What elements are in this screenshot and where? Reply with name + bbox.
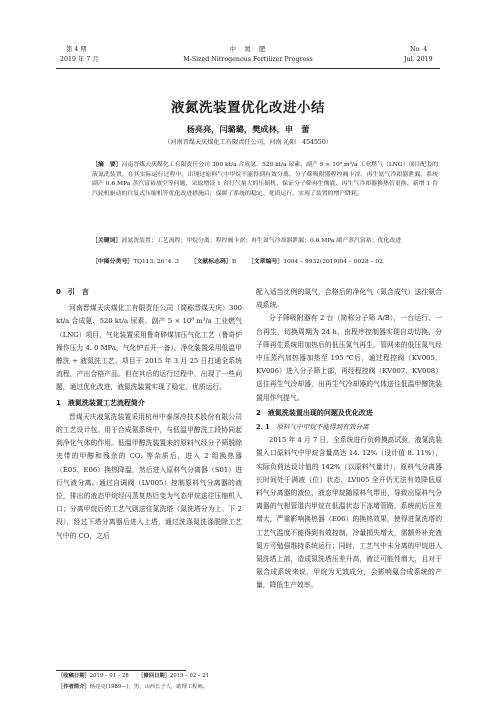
author-bio-label: ［作者简介］ (58, 684, 90, 690)
abstract (92, 160, 438, 200)
clc-value: TQ113. 26⁺4. 3 (133, 259, 179, 265)
article-id-label: ［文章编号］ (247, 258, 284, 265)
author-bio: 杨亮亮(1989—)，男，山西长子人，助理工程师。 (89, 684, 209, 690)
section-1-text: 晋煤天庆液氮洗装置采用杭州中泰深冷技术股份有限公司的工艺设计包。用于合成氨系统中，与低温甲醇洗工段协同起到净化气体的作用。低温甲醇洗装置来的原料气经分子筛脱除夹带的甲醇和残余的 CO₂ 等杂质后，进入 2 组换热器（E05、E06）换热降温，然后进入原料气分离器（S01）进行气液分离。通过自调阀（LV005）控制原料气分离器的液位，排出的液态甲烷经闪蒸复热后变为气态甲烷送往压缩机入口；分离甲烷后的工艺气则送往氮洗塔（氮洗塔分为上、下 2 段），经过下塔分离器后进入上塔，通过洗涤氮洗涤脱除工艺气中的 CO，之后 (56, 412, 242, 540)
left-column (56, 286, 242, 543)
keywords-label: ［关键词］ (92, 237, 122, 244)
abstract-text: 河南晋煤天庆煤化工有限责任公司 300 kt/a 合成氨、520 kt/a 尿素、副产 5 × 10⁸ m³/a 工业燃气（LNG）项目配套的液氮洗装置，在其实际运行过程中，出现过原料气中甲烷不能得到有效分离、分子筛吸附器程控阀卡涩、再生氮气冷却器泄漏、系统副产 0.6 MPa 蒸汽富裕放空等问题，采取增设 1 台打气量大的压缩机、保证分子筛再生彻底、再生气冷却器换热管更换、新增 1 台汽轮机驱动的往复式压缩机等优化改进措施后，保障了系统的稳定、优质运行，实现了装置的增产降耗。 (92, 162, 438, 198)
abstract-label: ［摘 要］ (92, 161, 122, 168)
revised-date: 2019 – 02 – 21 (169, 673, 209, 679)
article-id-value: 1004 – 9932(2019)04 – 0028 – 02 (283, 259, 383, 265)
header-rule (56, 68, 440, 69)
right-column (256, 286, 442, 593)
classification-line (92, 257, 438, 268)
section-0-heading: 0 引 言 (56, 288, 89, 296)
keywords-text: 液氮洗装置；工艺流程；甲烷分离；程控阀卡涩；再生氮气冷却器泄漏；0.6 MPa 副产蒸汽富裕；优化改进 (121, 238, 402, 244)
article-title: 液氮洗装置优化改进小结 (171, 100, 325, 116)
header-date: Jul. 2019 (404, 56, 433, 63)
right-para-2: 分子筛吸附器有 2 台（简称分子筛 A/B），一台运行、一台再生，切换周期为 24 h，由程序控制器实现自动切换，分子筛再生系统用加热后的低压氮气再生。管网来的低压氮气经中压蒸汽加热器加热至 195 ℃后，通过程控阀（KV005、KV006）进入分子筛上部，再经程控阀（KV007、KV008）送往再生气冷却器，出再生气冷却器的气体送往低温甲醇洗装置用作气提气。 (256, 314, 442, 402)
section-2-1-heading (256, 421, 442, 434)
section-1-heading: 1 液氮洗装置工艺流程简介 (56, 398, 145, 407)
doc-code-value: B (231, 259, 237, 265)
header-issue: 第 4 期 (66, 46, 87, 53)
received-label: ［收稿日期］ (58, 673, 90, 679)
footnote (58, 671, 248, 693)
keywords (92, 236, 438, 247)
revised-label: ［修回日期］ (138, 673, 170, 679)
header-no: No. 4 (410, 46, 428, 53)
header-year: 2019 年 7 月 (60, 56, 99, 63)
article-affiliation: （河南晋煤天庆煤化工有限责任公司，河南 沁阳 454550） (164, 139, 332, 146)
section-2-1-text: 2015 年 4 月 7 日，全系统进行负荷摸高试验，液氮洗装置入口原料气中甲烷含量高达 14. 12%（设计值 8. 11%），实际负荷达设计值的 142%（以原料气量计），原料气分离器长时间处于满液（位）状态，LV005 全开仍无法有效降低原料气分离器的液位，液态甲烷随原料气带出，导致出原料气分离器的气相管道内甲烷在低温状态下冻堵管路，系统前后压差增大，严重影响换热器（E06）的换热效果，使得进氮洗塔的工艺气温度不能得到有效控制，冷量损失增大，需额外补充液氮方可勉强维持系统运行；同时，工艺气中未分离的甲烷进入氮洗塔上部，造成氮洗塔压差升高，液泛可能性增大，且对于氨合成系统来说，甲烷为无效成分，会影响氨合成系统的产量，降低生产效率。 (256, 436, 442, 590)
section-0-text: 河南晋煤天庆煤化工有限责任公司（简称晋煤天庆）300 kt/a 合成氨、520 kt/a 尿素、副产 5 × 10⁸ m³/a 工业燃气（LNG）项目，气化装置采用鲁奇碎煤加压气化工艺（鲁奇炉操作压力 4. 0 MPa，气化炉五开一备），净化装置采用低温甲醇洗 + 液氮洗工艺。项目于 2015 年 3 月 25 日打通全系统流程，产出合格产品。但在其后的运行过程中，出现了一些问题，通过优化改进，液氮洗装置实现了稳定、优质运行。 (56, 304, 242, 392)
header-journal-cn: 中 氮 肥 (229, 46, 267, 53)
doc-code-label: ［文献标志码］ (190, 258, 232, 265)
clc-label: ［中图分类号］ (92, 258, 134, 265)
right-para-1: 配入适当比例的氮气，合格后的净化气（氮合成气）送往氨合成系统。 (256, 288, 442, 310)
header-journal-en: M-Sized Nitrogenous Fertilizer Progress (183, 56, 313, 63)
section-2-1-number: 2. 1 (256, 423, 270, 432)
article-authors: 杨亮亮，闫璐璐，樊成林，申 蕾 (186, 124, 310, 134)
section-2-1-title: 原料气中甲烷不能得到有效分离 (276, 423, 369, 432)
section-2-heading: 2 液氮洗装置出现的问题及优化改进 (256, 408, 373, 417)
received-date: 2019 – 01 – 28 (89, 673, 129, 679)
